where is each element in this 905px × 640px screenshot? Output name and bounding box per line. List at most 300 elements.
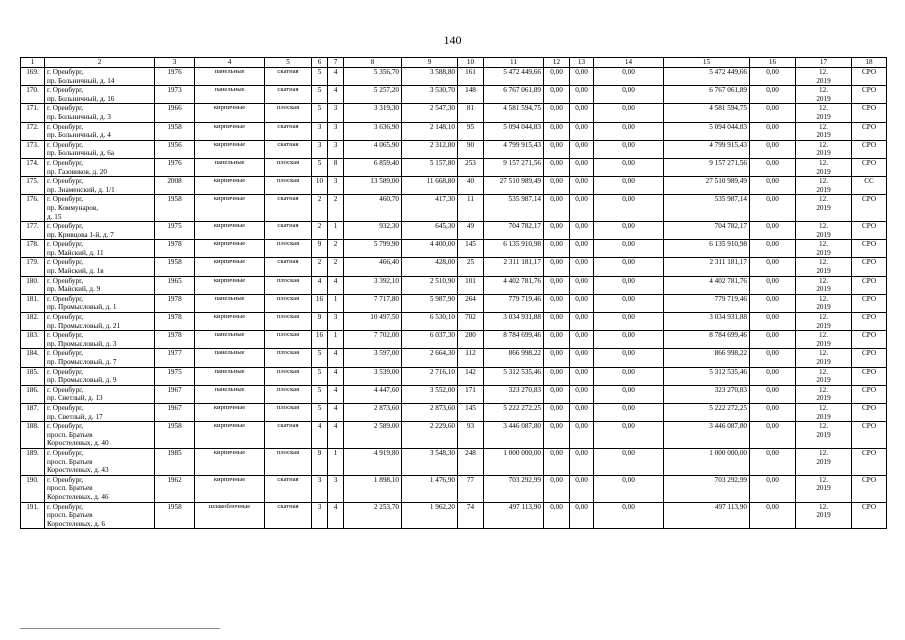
address-cell (45, 104, 155, 122)
address-cell (45, 313, 155, 331)
funding-owners-cell: 1 000 000,00 (664, 448, 750, 475)
entrances-cell: 3 (328, 177, 344, 195)
row-number-cell: 188. (21, 422, 45, 449)
completion-term-line: 2019 (816, 167, 831, 176)
repair-cost-cell: 2 311 181,17 (484, 258, 544, 276)
living-area-cell: 5 987,90 (402, 294, 458, 312)
year-built-cell: 1966 (155, 104, 195, 122)
completion-term-line: 12. (819, 331, 828, 340)
funding-owners-cell: 4 799 915,43 (664, 140, 750, 158)
repair-cost-cell: 703 292,99 (484, 475, 544, 502)
row-number-cell: 169. (21, 68, 45, 86)
roof-type-cell: скатная (265, 86, 312, 104)
address-cell (45, 158, 155, 176)
year-built-cell: 1975 (155, 222, 195, 240)
address-line: г. Оренбург, (47, 68, 84, 76)
total-area-cell: 3 539,00 (344, 367, 402, 385)
table-row (21, 403, 887, 421)
column-header: 13 (570, 58, 594, 68)
table-row (21, 294, 887, 312)
year-built-cell: 1978 (155, 240, 195, 258)
funding-13-cell: 0,00 (570, 240, 594, 258)
living-area-cell: 2 716,10 (402, 367, 458, 385)
address-cell (45, 240, 155, 258)
floors-cell: 16 (312, 294, 328, 312)
floors-cell: 5 (312, 158, 328, 176)
address-line: г. Оренбург, (47, 122, 84, 131)
repair-cost-cell: 6 135 910,98 (484, 240, 544, 258)
funding-16-cell: 0,00 (750, 422, 796, 449)
funding-14-cell: 0,00 (594, 502, 664, 529)
address-line: г. Оренбург, (47, 140, 84, 149)
wall-material-cell: панельные (195, 68, 265, 86)
floors-cell: 10 (312, 177, 328, 195)
address-line: г. Оренбург, (47, 240, 84, 249)
address-line: г. Оренбург, (47, 349, 84, 358)
living-area-cell: 2 510,90 (402, 276, 458, 294)
living-area-cell: 11 668,80 (402, 177, 458, 195)
row-number-cell: 173. (21, 140, 45, 158)
funding-12-cell: 0,00 (544, 122, 570, 140)
address-cell (45, 475, 155, 502)
total-area-cell: 3 392,10 (344, 276, 402, 294)
living-area-cell: 3 548,30 (402, 448, 458, 475)
address-line: д. 15 (47, 212, 62, 221)
address-line: г. Оренбург, (47, 86, 84, 95)
address-cell (45, 294, 155, 312)
completion-term-line: 2019 (816, 248, 831, 257)
roof-type-cell: скатная (265, 195, 312, 222)
repair-cost-cell: 4 581 594,75 (484, 104, 544, 122)
row-number-cell: 180. (21, 276, 45, 294)
entrances-cell: 3 (328, 122, 344, 140)
column-header: 16 (750, 58, 796, 68)
completion-term-line: 2019 (816, 267, 831, 276)
funding-owners-cell: 866 998,22 (664, 349, 750, 367)
residents-cell: 77 (458, 475, 484, 502)
address-cell (45, 140, 155, 158)
completion-term-cell (796, 331, 852, 349)
funding-owners-cell: 5 472 449,66 (664, 68, 750, 86)
address-line: г. Оренбург, (47, 502, 84, 511)
completion-term-line: 12. (819, 385, 828, 394)
funding-14-cell: 0,00 (594, 158, 664, 176)
funding-owners-cell: 27 510 989,49 (664, 177, 750, 195)
floors-cell: 5 (312, 403, 328, 421)
funding-12-cell: 0,00 (544, 331, 570, 349)
completion-term-line: 2019 (816, 321, 831, 330)
fund-type-cell: СРО (852, 86, 887, 104)
fund-type-cell: СС (852, 177, 887, 195)
address-line: г. Оренбург, (47, 294, 84, 303)
address-line: г. Оренбург, (47, 276, 84, 285)
fund-type-cell: СРО (852, 294, 887, 312)
completion-term-line: 12. (819, 140, 828, 149)
living-area-cell: 1 476,90 (402, 475, 458, 502)
fund-type-cell: СРО (852, 349, 887, 367)
funding-13-cell: 0,00 (570, 313, 594, 331)
funding-16-cell: 0,00 (750, 294, 796, 312)
entrances-cell: 4 (328, 403, 344, 421)
living-area-cell: 428,00 (402, 258, 458, 276)
roof-type-cell: плоская (265, 385, 312, 403)
repair-cost-cell: 27 510 989,49 (484, 177, 544, 195)
living-area-cell: 6 530,10 (402, 313, 458, 331)
year-built-cell: 1978 (155, 331, 195, 349)
completion-term-cell (796, 240, 852, 258)
total-area-cell: 1 898,10 (344, 475, 402, 502)
residents-cell: 112 (458, 349, 484, 367)
wall-material-cell: кирпичные (195, 104, 265, 122)
funding-13-cell: 0,00 (570, 448, 594, 475)
address-line: пр. Светлый, д. 17 (47, 412, 103, 421)
table-row (21, 258, 887, 276)
year-built-cell: 1967 (155, 403, 195, 421)
living-area-cell: 5 157,80 (402, 158, 458, 176)
completion-term-line: 2019 (816, 484, 831, 493)
row-number-cell: 177. (21, 222, 45, 240)
address-line: г. Оренбург, (47, 158, 84, 167)
completion-term-line: 2019 (816, 131, 831, 140)
roof-type-cell: скатная (265, 422, 312, 449)
fund-type-cell: СРО (852, 195, 887, 222)
roof-type-cell: плоская (265, 294, 312, 312)
funding-owners-cell: 497 113,90 (664, 502, 750, 529)
floors-cell: 4 (312, 276, 328, 294)
funding-14-cell: 0,00 (594, 331, 664, 349)
completion-term-cell (796, 403, 852, 421)
wall-material-cell: панельные (195, 331, 265, 349)
funding-12-cell: 0,00 (544, 276, 570, 294)
funding-13-cell: 0,00 (570, 158, 594, 176)
address-cell (45, 331, 155, 349)
funding-12-cell: 0,00 (544, 475, 570, 502)
completion-term-line: 2019 (816, 185, 831, 194)
table-row (21, 222, 887, 240)
address-line: пр. Светлый, д. 13 (47, 394, 103, 403)
residents-cell: 248 (458, 448, 484, 475)
completion-term-line: 12. (819, 294, 828, 303)
residents-cell: 148 (458, 86, 484, 104)
floors-cell: 3 (312, 502, 328, 529)
completion-term-line: 12. (819, 195, 828, 204)
address-cell (45, 502, 155, 529)
entrances-cell: 3 (328, 475, 344, 502)
roof-type-cell: плоская (265, 276, 312, 294)
completion-term-line: 2019 (816, 412, 831, 421)
wall-material-cell: кирпичные (195, 258, 265, 276)
row-number-cell: 170. (21, 86, 45, 104)
funding-13-cell: 0,00 (570, 403, 594, 421)
fund-type-cell: СРО (852, 258, 887, 276)
residents-cell: 253 (458, 158, 484, 176)
residents-cell: 90 (458, 140, 484, 158)
row-number-cell: 178. (21, 240, 45, 258)
residents-cell: 264 (458, 294, 484, 312)
funding-13-cell: 0,00 (570, 385, 594, 403)
repair-cost-cell: 5 094 044,83 (484, 122, 544, 140)
entrances-cell: 4 (328, 367, 344, 385)
fund-type-cell: СРО (852, 240, 887, 258)
repair-cost-cell: 5 472 449,66 (484, 68, 544, 86)
address-line: г. Оренбург, (47, 313, 84, 322)
table-row (21, 367, 887, 385)
funding-owners-cell: 5 222 272,25 (664, 403, 750, 421)
funding-13-cell: 0,00 (570, 502, 594, 529)
year-built-cell: 1958 (155, 195, 195, 222)
roof-type-cell: плоская (265, 240, 312, 258)
column-header: 5 (265, 58, 312, 68)
funding-12-cell: 0,00 (544, 158, 570, 176)
funding-14-cell: 0,00 (594, 222, 664, 240)
address-line: пр. Больничный, д. 3 (47, 112, 111, 121)
column-header: 15 (664, 58, 750, 68)
funding-12-cell: 0,00 (544, 313, 570, 331)
repair-cost-cell: 5 222 272,25 (484, 403, 544, 421)
wall-material-cell: кирпичные (195, 122, 265, 140)
funding-14-cell: 0,00 (594, 240, 664, 258)
total-area-cell: 4 919,80 (344, 448, 402, 475)
funding-16-cell: 0,00 (750, 448, 796, 475)
funding-16-cell: 0,00 (750, 140, 796, 158)
repair-cost-cell: 535 987,14 (484, 195, 544, 222)
address-cell (45, 258, 155, 276)
funding-owners-cell: 6 767 061,89 (664, 86, 750, 104)
roof-type-cell: скатная (265, 475, 312, 502)
row-number-cell: 181. (21, 294, 45, 312)
residents-cell: 95 (458, 122, 484, 140)
funding-16-cell: 0,00 (750, 158, 796, 176)
table-row (21, 122, 887, 140)
funding-13-cell: 0,00 (570, 104, 594, 122)
completion-term-line: 12. (819, 177, 828, 186)
wall-material-cell: панельные (195, 294, 265, 312)
completion-term-line: 2019 (816, 112, 831, 121)
roof-type-cell: плоская (265, 349, 312, 367)
address-line: пр. Промысловый, д. 9 (47, 376, 117, 385)
total-area-cell: 5 257,20 (344, 86, 402, 104)
funding-owners-cell: 323 270,83 (664, 385, 750, 403)
address-line: г. Оренбург, (47, 422, 84, 431)
funding-13-cell: 0,00 (570, 349, 594, 367)
funding-12-cell: 0,00 (544, 140, 570, 158)
fund-type-cell: СРО (852, 367, 887, 385)
table-row (21, 385, 887, 403)
total-area-cell: 3 597,00 (344, 349, 402, 367)
repair-cost-cell: 3 446 087,80 (484, 422, 544, 449)
completion-term-cell (796, 158, 852, 176)
year-built-cell: 1956 (155, 140, 195, 158)
residents-cell: 11 (458, 195, 484, 222)
completion-term-cell (796, 385, 852, 403)
funding-13-cell: 0,00 (570, 258, 594, 276)
row-number-cell: 189. (21, 448, 45, 475)
address-line: г. Оренбург, (47, 195, 84, 204)
total-area-cell: 3 636,90 (344, 122, 402, 140)
completion-term-line: 12. (819, 240, 828, 249)
fund-type-cell: СРО (852, 385, 887, 403)
completion-term-line: 12. (819, 475, 828, 484)
entrances-cell: 3 (328, 140, 344, 158)
funding-16-cell: 0,00 (750, 86, 796, 104)
row-number-cell: 187. (21, 403, 45, 421)
residents-cell: 702 (458, 313, 484, 331)
wall-material-cell: кирпичные (195, 276, 265, 294)
completion-term-cell (796, 349, 852, 367)
completion-term-cell (796, 222, 852, 240)
residents-cell: 74 (458, 502, 484, 529)
wall-material-cell: кирпичные (195, 195, 265, 222)
column-header: 10 (458, 58, 484, 68)
residents-cell: 101 (458, 276, 484, 294)
floors-cell: 5 (312, 86, 328, 104)
funding-14-cell: 0,00 (594, 475, 664, 502)
address-line: пр. Промысловый, д. 21 (47, 321, 121, 330)
column-header: 12 (544, 58, 570, 68)
funding-14-cell: 0,00 (594, 448, 664, 475)
living-area-cell: 645,30 (402, 222, 458, 240)
completion-term-cell (796, 86, 852, 104)
completion-term-line: 2019 (816, 394, 831, 403)
funding-16-cell: 0,00 (750, 502, 796, 529)
wall-material-cell: кирпичные (195, 403, 265, 421)
address-cell (45, 195, 155, 222)
address-line: г. Оренбург, (47, 258, 84, 267)
wall-material-cell: панельные (195, 86, 265, 104)
address-cell (45, 86, 155, 104)
wall-material-cell: кирпичные (195, 177, 265, 195)
address-line: г. Оренбург, (47, 177, 84, 186)
residents-cell: 161 (458, 68, 484, 86)
address-line: пр. Кривцова 1-й, д. 7 (47, 230, 114, 239)
wall-material-cell: панельные (195, 367, 265, 385)
funding-13-cell: 0,00 (570, 222, 594, 240)
floors-cell: 9 (312, 313, 328, 331)
repair-cost-cell: 779 719,46 (484, 294, 544, 312)
roof-type-cell: плоская (265, 177, 312, 195)
table-row (21, 349, 887, 367)
fund-type-cell: СРО (852, 222, 887, 240)
floors-cell: 2 (312, 258, 328, 276)
funding-16-cell: 0,00 (750, 349, 796, 367)
completion-term-line: 2019 (816, 376, 831, 385)
floors-cell: 3 (312, 122, 328, 140)
roof-type-cell: плоская (265, 367, 312, 385)
funding-owners-cell: 2 311 181,17 (664, 258, 750, 276)
living-area-cell: 417,30 (402, 195, 458, 222)
repair-cost-cell: 3 034 931,88 (484, 313, 544, 331)
living-area-cell: 3 530,70 (402, 86, 458, 104)
repair-cost-cell: 323 270,83 (484, 385, 544, 403)
completion-term-line: 2019 (816, 285, 831, 294)
funding-13-cell: 0,00 (570, 68, 594, 86)
completion-term-line: 2019 (816, 76, 831, 85)
table-row (21, 86, 887, 104)
roof-type-cell: плоская (265, 448, 312, 475)
repair-cost-cell: 704 782,17 (484, 222, 544, 240)
roof-type-cell: плоская (265, 158, 312, 176)
year-built-cell: 1958 (155, 258, 195, 276)
row-number-cell: 171. (21, 104, 45, 122)
total-area-cell: 6 859,40 (344, 158, 402, 176)
address-line: пр. Газовиков, д. 20 (47, 167, 107, 176)
entrances-cell: 4 (328, 385, 344, 403)
funding-13-cell: 0,00 (570, 276, 594, 294)
repair-cost-cell: 5 312 535,46 (484, 367, 544, 385)
funding-16-cell: 0,00 (750, 222, 796, 240)
fund-type-cell: СРО (852, 276, 887, 294)
address-line: пр. Больничный, д. 4 (47, 131, 111, 140)
funding-14-cell: 0,00 (594, 294, 664, 312)
column-header: 6 (312, 58, 328, 68)
entrances-cell: 3 (328, 104, 344, 122)
funding-12-cell: 0,00 (544, 448, 570, 475)
funding-14-cell: 0,00 (594, 422, 664, 449)
wall-material-cell: панельные (195, 385, 265, 403)
floors-cell: 5 (312, 104, 328, 122)
roof-type-cell: скатная (265, 222, 312, 240)
fund-type-cell: СРО (852, 68, 887, 86)
completion-term-line: 12. (819, 158, 828, 167)
address-line: пр. Промысловый, д. 1 (47, 303, 117, 312)
funding-13-cell: 0,00 (570, 140, 594, 158)
wall-material-cell: кирпичные (195, 313, 265, 331)
entrances-cell: 1 (328, 222, 344, 240)
completion-term-line: 12. (819, 276, 828, 285)
entrances-cell: 3 (328, 313, 344, 331)
funding-13-cell: 0,00 (570, 195, 594, 222)
roof-type-cell: скатная (265, 122, 312, 140)
funding-owners-cell: 8 784 699,46 (664, 331, 750, 349)
residents-cell: 25 (458, 258, 484, 276)
repair-cost-cell: 4 402 781,76 (484, 276, 544, 294)
funding-13-cell: 0,00 (570, 367, 594, 385)
living-area-cell: 1 962,20 (402, 502, 458, 529)
entrances-cell: 4 (328, 86, 344, 104)
column-header: 14 (594, 58, 664, 68)
funding-12-cell: 0,00 (544, 294, 570, 312)
row-number-cell: 190. (21, 475, 45, 502)
funding-owners-cell: 3 034 931,88 (664, 313, 750, 331)
funding-16-cell: 0,00 (750, 258, 796, 276)
year-built-cell: 1975 (155, 367, 195, 385)
completion-term-line: 12. (819, 68, 828, 76)
funding-16-cell: 0,00 (750, 403, 796, 421)
funding-14-cell: 0,00 (594, 104, 664, 122)
address-line: г. Оренбург, (47, 367, 84, 376)
living-area-cell: 2 312,80 (402, 140, 458, 158)
address-cell (45, 385, 155, 403)
funding-owners-cell: 703 292,99 (664, 475, 750, 502)
funding-12-cell: 0,00 (544, 195, 570, 222)
total-area-cell: 7 717,80 (344, 294, 402, 312)
housing-register-table (20, 57, 887, 529)
address-line: г. Оренбург, (47, 385, 84, 394)
floors-cell: 9 (312, 448, 328, 475)
funding-13-cell: 0,00 (570, 86, 594, 104)
completion-term-line: 2019 (816, 230, 831, 239)
floors-cell: 4 (312, 422, 328, 449)
funding-12-cell: 0,00 (544, 258, 570, 276)
completion-term-cell (796, 68, 852, 86)
funding-14-cell: 0,00 (594, 385, 664, 403)
living-area-cell: 2 229,60 (402, 422, 458, 449)
address-cell (45, 122, 155, 140)
total-area-cell: 5 356,70 (344, 68, 402, 86)
column-header: 8 (344, 58, 402, 68)
living-area-cell: 6 037,30 (402, 331, 458, 349)
total-area-cell: 10 497,50 (344, 313, 402, 331)
